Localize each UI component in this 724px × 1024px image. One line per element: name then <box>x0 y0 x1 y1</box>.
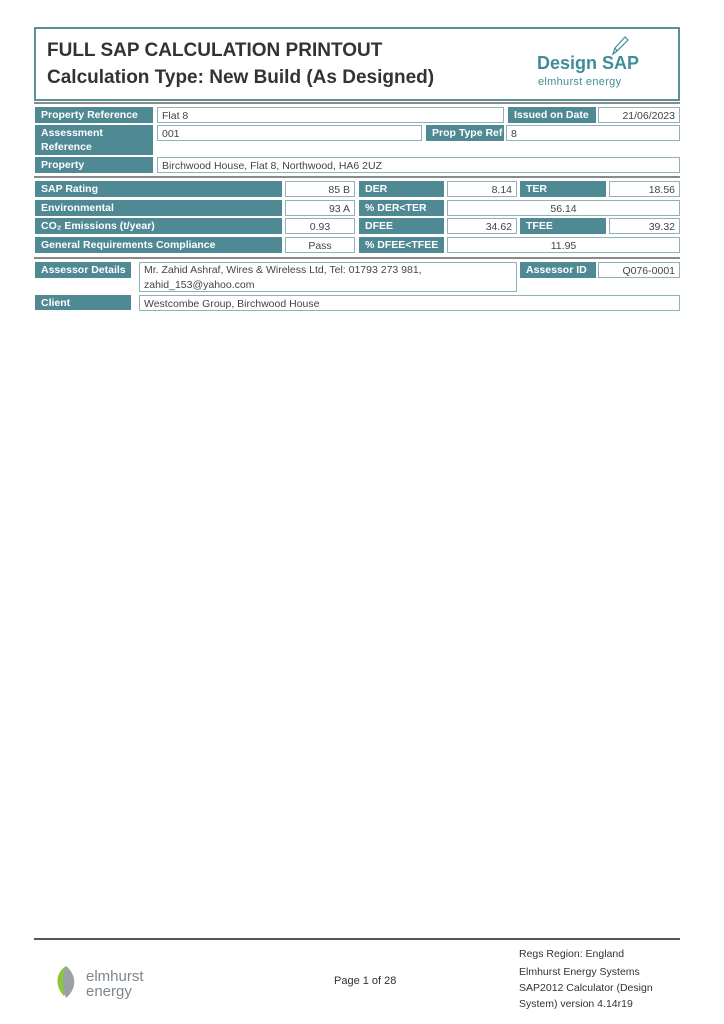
general-requirements-value: Pass <box>285 237 355 253</box>
dfee-less-tfee-label: % DFEE<TFEE <box>359 237 444 253</box>
environmental-label: Environmental <box>35 200 282 216</box>
section-divider <box>34 176 680 178</box>
dfee-label: DFEE <box>359 218 444 234</box>
client-label: Client <box>35 295 131 310</box>
assessor-details-line1: Mr. Zahid Ashraf, Wires & Wireless Ltd, Tel: 01793 273 981, <box>144 264 422 276</box>
der-value: 8.14 <box>447 181 517 197</box>
sap-rating-label: SAP Rating <box>35 181 282 197</box>
ter-value: 18.56 <box>609 181 680 197</box>
brand-subtitle: elmhurst energy <box>538 76 622 88</box>
issued-on-date-value: 21/06/2023 <box>598 107 680 123</box>
logo-text-energy: energy <box>86 983 132 1000</box>
der-less-ter-label: % DER<TER <box>359 200 444 216</box>
assessor-details-label: Assessor Details <box>35 262 131 278</box>
footer-info <box>519 946 679 1012</box>
brand-name: Design SAP <box>537 53 640 73</box>
der-less-ter-value: 56.14 <box>447 200 680 216</box>
tfee-value: 39.32 <box>609 218 680 234</box>
assessor-email: zahid_153@yahoo.com <box>144 279 255 291</box>
general-requirements-label: General Requirements Compliance <box>35 237 282 253</box>
dfee-less-tfee-value: 11.95 <box>447 237 680 253</box>
software-version: SAP2012 Calculator (Design System) version 4.14r19 <box>519 982 653 1010</box>
assessment-reference-label: Assessment Reference <box>35 125 153 155</box>
co2-emissions-label: CO₂ Emissions (t/year) <box>35 218 282 234</box>
prop-type-ref-value: 8 <box>506 125 680 141</box>
page-title: FULL SAP CALCULATION PRINTOUT <box>47 40 383 61</box>
section-divider <box>34 257 680 259</box>
logo-text-elmhurst: elmhurst <box>86 968 144 985</box>
dfee-value: 34.62 <box>447 218 517 234</box>
assessor-id-value: Q076-0001 <box>598 262 680 278</box>
prop-type-ref-label: Prop Type Ref <box>426 125 504 141</box>
ter-label: TER <box>520 181 606 197</box>
client-value: Westcombe Group, Birchwood House <box>139 295 680 311</box>
co2-emissions-value: 0.93 <box>285 218 355 234</box>
tfee-label: TFEE <box>520 218 606 234</box>
property-address-value: Birchwood House, Flat 8, Northwood, HA6 2UZ <box>157 157 680 173</box>
page-number: Page 1 of 28 <box>334 975 397 987</box>
assessor-details-value <box>139 262 517 292</box>
company-name: Elmhurst Energy Systems <box>519 966 640 978</box>
der-label: DER <box>359 181 444 197</box>
sap-rating-value: 85 B <box>285 181 355 197</box>
environmental-value: 93 A <box>285 200 355 216</box>
issued-on-date-label: Issued on Date <box>508 107 596 123</box>
property-reference-value: Flat 8 <box>157 107 504 123</box>
property-reference-label: Property Reference <box>35 107 153 123</box>
property-label: Property <box>35 157 153 173</box>
elmhurst-energy-logo <box>52 962 182 1002</box>
section-divider <box>34 102 680 104</box>
footer-divider <box>34 938 680 940</box>
regs-region: Regs Region: England <box>519 948 625 960</box>
assessor-id-label: Assessor ID <box>520 262 596 278</box>
assessment-reference-value: 001 <box>157 125 422 141</box>
calculation-type-title: Calculation Type: New Build (As Designed) <box>47 67 435 88</box>
